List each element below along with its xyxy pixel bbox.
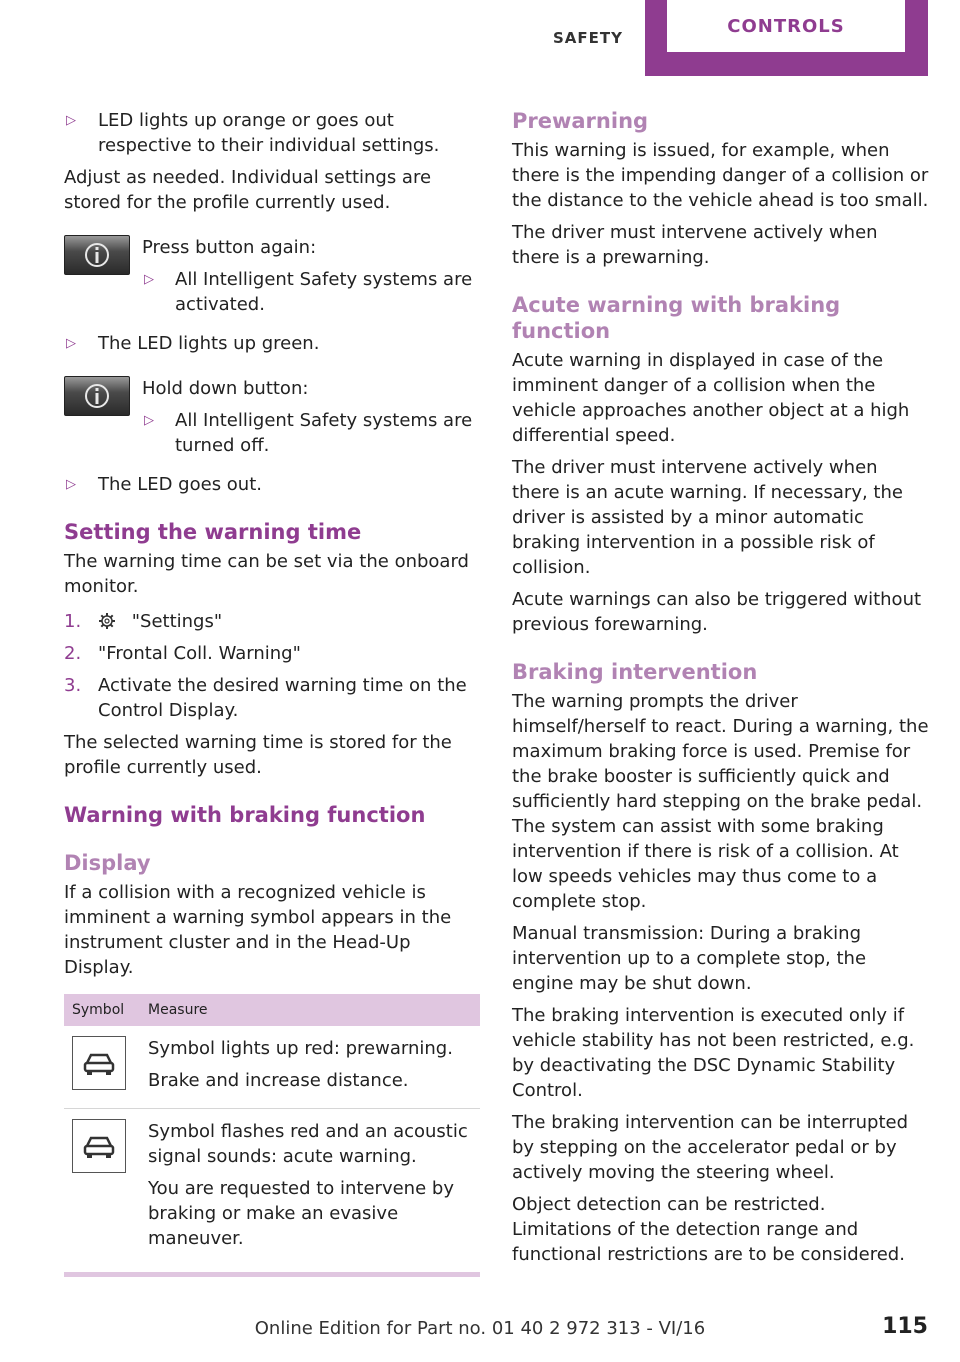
step-text: Activate the desired warning time on the Control Display. — [98, 675, 467, 721]
tab-safety: SAFETY — [553, 29, 623, 47]
paragraph: The warning time can be set via the onboard monitor. — [64, 551, 469, 597]
list-item — [64, 108, 480, 158]
paragraph: The braking intervention is executed only if vehicle stability has not been restricted, e.g. by deactivating the DSC Dynamic Stability Control. — [512, 1005, 915, 1101]
list-item — [64, 331, 480, 356]
bullet-text: All Intelligent Safety systems are activated. — [175, 269, 473, 315]
right-column — [512, 108, 930, 1274]
left-column — [64, 108, 480, 1277]
table-bottom-bar — [64, 1272, 480, 1277]
list-item — [142, 267, 480, 317]
heading-braking-intervention: Braking intervention — [512, 660, 758, 684]
list-item — [142, 408, 480, 458]
paragraph: The warning prompts the driver himself/herself to react. During a warning, the maximum braking force is used. Premise for the brake booster is sufficiently quick and sufficiently hard stepping on the brake pedal. The system can assist with some braking intervention if there is risk of a collision. At low speeds vehicles may thus come to a complete stop. — [512, 691, 929, 912]
measure-text: You are requested to intervene by braking or make an evasive maneuver. — [148, 1178, 454, 1249]
paragraph: This warning is issued, for example, when there is the impending danger of a collision or the distance to the vehicle ahead is too small. — [512, 140, 929, 211]
triangle-right-icon: ▷ — [66, 336, 76, 351]
intelligent-safety-button-icon — [64, 235, 130, 275]
intelligent-safety-button-icon — [64, 376, 130, 416]
bullet-text: The LED lights up green. — [98, 333, 320, 354]
step-text: "Frontal Coll. Warning" — [98, 643, 301, 664]
heading-warning-time: Setting the warning time — [64, 520, 362, 544]
step-text: "Settings" — [131, 611, 223, 632]
paragraph: Manual transmission: During a braking intervention up to a complete stop, the engine may be shut down. — [512, 923, 867, 994]
column-header-symbol: Symbol — [64, 994, 140, 1026]
gear-icon — [98, 611, 132, 632]
paragraph: The driver must intervene actively when there is an acute warning. If necessary, the driver is assisted by a minor automatic braking intervention in a possible risk of collision. — [512, 457, 903, 578]
tab-controls — [645, 0, 928, 76]
table-row — [64, 1109, 480, 1267]
footer-edition: Online Edition for Part no. 01 40 2 972 313 - VI/16 — [254, 1318, 706, 1339]
heading-braking-function: Warning with braking function — [64, 803, 426, 827]
paragraph: If a collision with a recognized vehicle is imminent a warning symbol appears in the instrument cluster and in the Head-Up Display. — [64, 882, 452, 978]
heading-prewarning: Prewarning — [512, 109, 649, 133]
step-item — [64, 609, 480, 634]
paragraph: The driver must intervene actively when there is a prewarning. — [512, 222, 878, 268]
step-item — [64, 641, 480, 666]
triangle-right-icon: ▷ — [66, 477, 76, 492]
button-label: Press button again: — [142, 237, 317, 258]
paragraph: The selected warning time is stored for the profile currently used. — [64, 732, 452, 778]
paragraph: Object detection can be restricted. Limitations of the detection range and functional restrictions are to be considered. — [512, 1194, 905, 1265]
measure-text: Symbol flashes red and an acoustic signal sounds: acute warning. — [148, 1121, 468, 1167]
car-collision-warning-icon — [72, 1036, 126, 1090]
button-label: Hold down button: — [142, 378, 309, 399]
step-number: 3. — [64, 675, 82, 696]
bullet-text: LED lights up orange or goes out respective to their individual settings. — [98, 110, 440, 156]
measure-text: Brake and increase distance. — [148, 1070, 409, 1091]
button-instruction — [64, 376, 480, 465]
paragraph: The braking intervention can be interrupted by stepping on the accelerator pedal or by actively moving the steering wheel. — [512, 1112, 909, 1183]
triangle-right-icon: ▷ — [144, 413, 154, 428]
paragraph: Acute warnings can also be triggered without previous forewarning. — [512, 589, 922, 635]
step-number: 2. — [64, 643, 82, 664]
heading-display: Display — [64, 851, 151, 875]
heading-acute-warning: Acute warning with braking function — [512, 293, 841, 343]
page-number: 115 — [882, 1314, 928, 1339]
table-row — [64, 1026, 480, 1109]
column-header-measure: Measure — [140, 994, 480, 1026]
step-number: 1. — [64, 611, 82, 632]
measure-text: Symbol lights up red: prewarning. — [148, 1038, 453, 1059]
car-collision-warning-icon — [72, 1119, 126, 1173]
paragraph: Acute warning in displayed in case of the imminent danger of a collision when the vehicle approaches another object at a high differential speed. — [512, 350, 910, 446]
step-item — [64, 673, 480, 723]
list-item — [64, 472, 480, 497]
triangle-right-icon: ▷ — [144, 272, 154, 287]
bullet-text: All Intelligent Safety systems are turned off. — [175, 410, 473, 456]
tab-controls-label: CONTROLS — [667, 0, 905, 52]
button-instruction — [64, 235, 480, 324]
paragraph: Adjust as needed. Individual settings are stored for the profile currently used. — [64, 167, 432, 213]
bullet-text: The LED goes out. — [98, 474, 262, 495]
symbol-table — [64, 994, 480, 1266]
triangle-right-icon: ▷ — [66, 113, 76, 128]
